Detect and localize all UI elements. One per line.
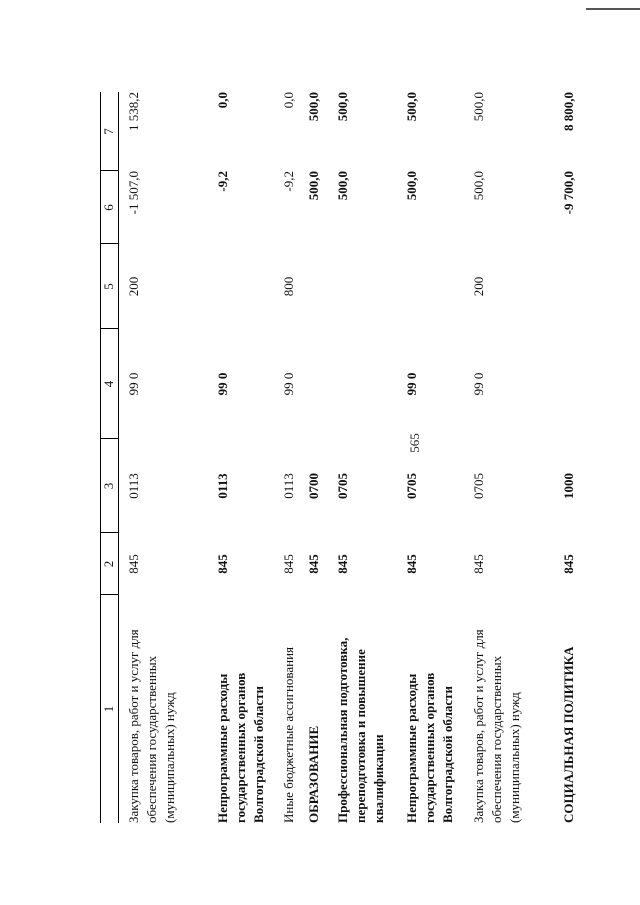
cell-col-7: 0,0 — [281, 92, 296, 109]
row-label-line: переподготовка и повышение — [353, 649, 368, 823]
cell-col-7: 1 538,2 — [126, 92, 141, 131]
cell-col-6: -9,2 — [281, 171, 296, 192]
cell-col-3: 0705 — [335, 473, 350, 499]
row-label-line: Волгоградской области — [251, 685, 266, 823]
cell-col-7: 500,0 — [306, 92, 321, 122]
column-header-6: 6 — [101, 204, 116, 211]
cell-col-4: 99 0 — [281, 372, 296, 396]
cell-col-3: 0705 — [471, 473, 486, 499]
cell-col-7: 500,0 — [335, 92, 350, 122]
row-label-line: государственных органов — [233, 672, 248, 823]
row-label-line: Непрограммные расходы — [404, 673, 419, 823]
row-label-line: Непрограммные расходы — [215, 673, 230, 823]
cell-col-3: 0113 — [281, 473, 296, 499]
cell-col-2: 845 — [471, 554, 486, 574]
cell-col-5: 800 — [281, 276, 296, 297]
row-label — [125, 595, 179, 823]
top-edge-line — [586, 8, 640, 10]
cell-col-7: 500,0 — [404, 92, 419, 122]
cell-col-3: 0113 — [126, 473, 141, 499]
cell-col-2: 845 — [561, 554, 576, 574]
cell-col-6: -9,2 — [215, 171, 230, 192]
cell-col-3: 0113 — [215, 473, 230, 499]
cell-col-3: 0705 — [404, 473, 419, 499]
column-header-3: 3 — [101, 482, 116, 490]
column-header-1: 1 — [101, 705, 116, 713]
column-header-4: 4 — [101, 380, 116, 388]
row-label — [305, 595, 323, 823]
cell-col-6: 500,0 — [335, 171, 350, 201]
row-label-line: Иные бюджетные ассигнования — [281, 646, 296, 823]
row-label-line: государственных органов — [422, 672, 437, 823]
cell-col-6: 500,0 — [306, 171, 321, 201]
column-header-7: 7 — [101, 128, 116, 135]
row-label — [403, 595, 457, 823]
cell-col-2: 845 — [306, 554, 321, 574]
row-label-line: (муниципальных) нужд — [162, 692, 177, 823]
row-label — [280, 595, 298, 823]
budget-table — [100, 92, 585, 823]
cell-col-6: 500,0 — [471, 171, 486, 201]
row-label-line: (муниципальных) нужд — [507, 692, 522, 823]
cell-col-4: 99 0 — [471, 372, 486, 396]
row-label — [214, 595, 268, 823]
cell-col-7: 500,0 — [471, 92, 486, 122]
cell-col-6: -1 507,0 — [126, 171, 141, 215]
cell-col-3: 1000 — [561, 473, 576, 499]
cell-col-4: 99 0 — [215, 372, 230, 396]
row-label-line: обеспечения государственных — [489, 655, 504, 823]
cell-col-7: 0,0 — [215, 92, 230, 109]
row-label-line: СОЦИАЛЬНАЯ ПОЛИТИКА — [561, 646, 576, 823]
cell-col-7: 8 800,0 — [561, 92, 576, 131]
cell-col-5: 200 — [471, 276, 486, 297]
row-label-line: Закупка товаров, работ и услуг для — [126, 629, 141, 823]
row-label-line: Волгоградской области — [440, 685, 455, 823]
cell-col-2: 845 — [404, 554, 419, 574]
cell-col-6: 500,0 — [404, 171, 419, 201]
cell-col-4: 99 0 — [404, 372, 419, 396]
row-label-line: квалификации — [371, 734, 386, 823]
row-label-line: ОБРАЗОВАНИЕ — [306, 725, 321, 823]
row-label-line: обеспечения государственных — [144, 655, 159, 823]
row-label — [470, 595, 524, 823]
row-label-line: Закупка товаров, работ и услуг для — [471, 629, 486, 823]
column-header-2: 2 — [101, 560, 116, 568]
cell-col-5: 200 — [126, 276, 141, 297]
row-label — [560, 595, 578, 823]
cell-col-6: -9 700,0 — [561, 171, 576, 215]
cell-col-2: 845 — [335, 554, 350, 574]
cell-col-4: 99 0 — [126, 372, 141, 396]
cell-col-2: 845 — [126, 554, 141, 574]
cell-col-2: 845 — [215, 554, 230, 574]
header-bottom-border — [118, 92, 119, 823]
row-label — [334, 595, 388, 823]
cell-col-3: 0700 — [306, 473, 321, 499]
cell-col-2: 845 — [281, 554, 296, 574]
column-header-5: 5 — [101, 283, 116, 290]
row-label-line: Профессиональная подготовка, — [335, 637, 350, 823]
page-number: 565 — [407, 433, 422, 453]
